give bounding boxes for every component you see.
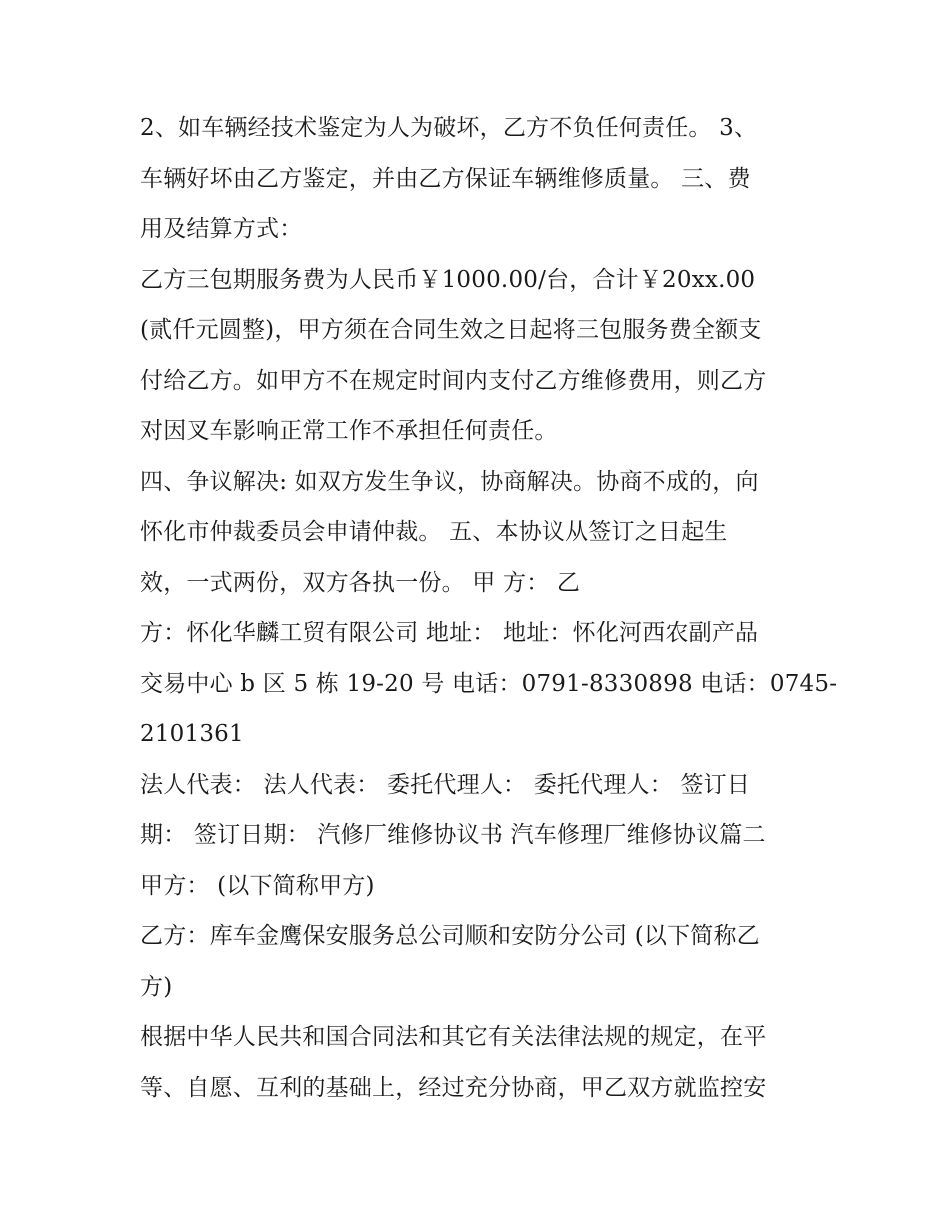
text-line: 四、争议解决: 如双方发生争议，协商解决。协商不成的，向 [140, 468, 759, 495]
text-line: 用及结算方式： [140, 216, 303, 242]
text-line: 2、如车辆经技术鉴定为人为破坏，乙方不负任何责任。 3、 [140, 115, 758, 141]
text-line: 对因叉车影响正常工作不承担任何责任。 [140, 418, 558, 444]
text-line: 等、自愿、互利的基础上，经过充分协商，甲乙双方就监控安 [140, 1074, 767, 1101]
text-line: 甲方： (以下简称甲方) [140, 872, 375, 899]
document-body [140, 103, 838, 1113]
text-line: 效，一式两份，双方各执一份。 甲 方： 乙 [140, 569, 581, 596]
text-line: 车辆好坏由乙方鉴定，并由乙方保证车辆维修质量。 三、费 [140, 165, 751, 192]
text-line: 乙方：库车金鹰保安服务总公司顺和安防分公司 (以下简称乙 [140, 923, 760, 949]
text-line: 方) [140, 973, 173, 1000]
text-line: (贰仟元圆整)，甲方须在合同生效之日起将三包服务费全额支 [140, 317, 762, 343]
text-line: 乙方三包期服务费为人民币￥1000.00/台，合计￥20xx.00 [140, 266, 756, 293]
text-line: 2101361 [140, 721, 244, 747]
text-line: 期： 签订日期： 汽修厂维修协议书 汽车修理厂维修协议篇二 [140, 822, 766, 848]
text-line: 怀化市仲裁委员会申请仲裁。 五、本协议从签订之日起生 [140, 519, 728, 545]
text-line: 方：怀化华麟工贸有限公司 地址： 地址：怀化河西农副产品 [140, 620, 759, 646]
text-line: 法人代表： 法人代表： 委托代理人： 委托代理人： 签订日 [140, 771, 751, 798]
text-line: 根据中华人民共和国合同法和其它有关法律法规的规定，在平 [140, 1024, 767, 1050]
text-line: 交易中心 b 区 5 栋 19-20 号 电话：0791-8330898 电话：0745- [140, 670, 838, 697]
text-line: 付给乙方。如甲方不在规定时间内支付乙方维修费用，则乙方 [140, 367, 767, 394]
